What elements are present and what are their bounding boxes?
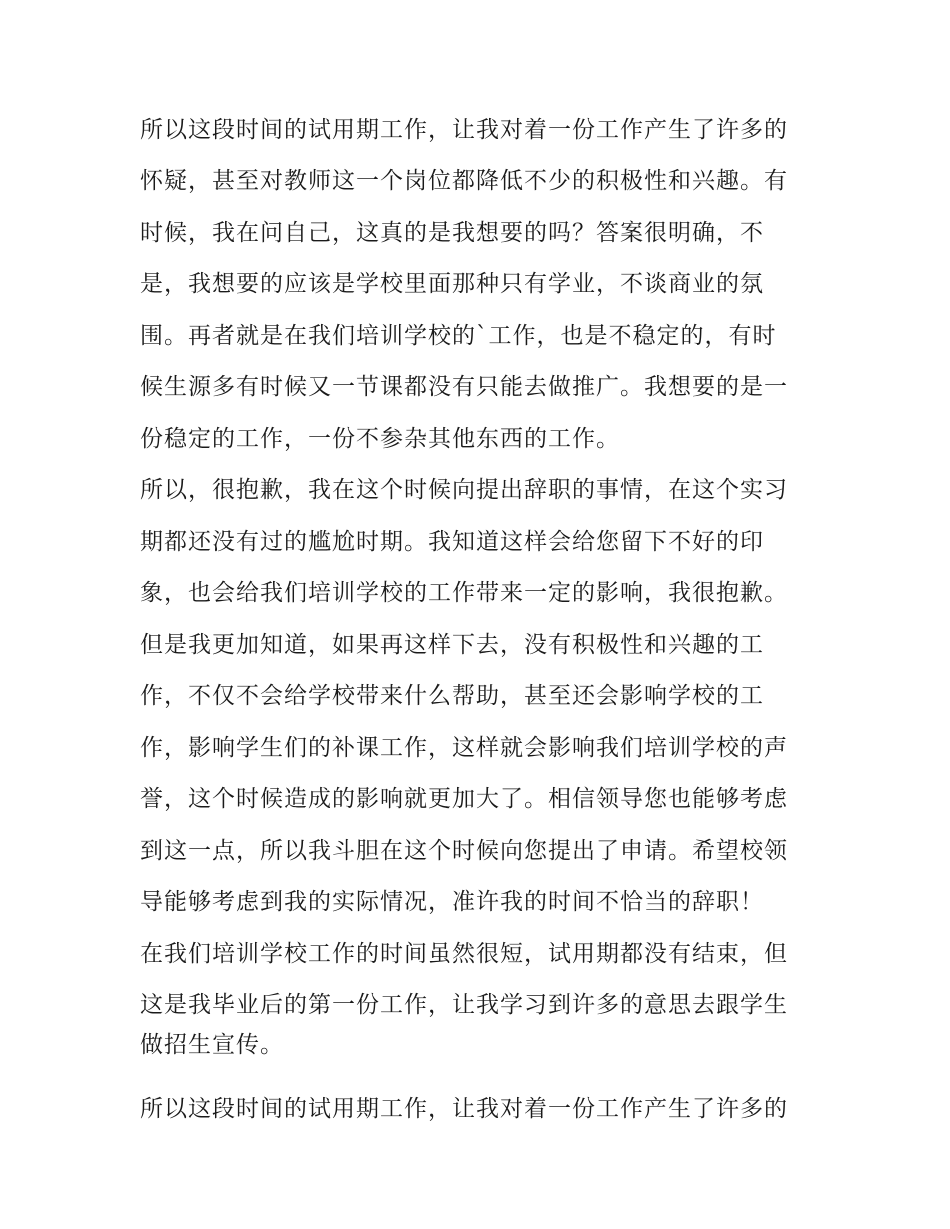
text-line: 作，影响学生们的补课工作，这样就会影响我们培训学校的声: [140, 735, 788, 761]
text-line: 所以这段时间的试用期工作，让我对着一份工作产生了许多的: [140, 1096, 788, 1122]
text-line: 是，我想要的应该是学校里面那种只有学业，不谈商业的氛: [140, 271, 764, 297]
text-line: 作，不仅不会给学校带来什么帮助，甚至还会影响学校的工: [140, 683, 764, 709]
text-line: 但是我更加知道，如果再这样下去，没有积极性和兴趣的工: [140, 632, 764, 658]
text-line: 做招生宣传。: [140, 1032, 284, 1058]
text-line: 誉，这个时候造成的影响就更加大了。相信领导您也能够考虑: [140, 786, 788, 812]
text-line: 份稳定的工作，一份不参杂其他东西的工作。: [140, 426, 620, 452]
text-line: 所以，很抱歉，我在这个时候向提出辞职的事情，在这个实习: [140, 477, 788, 503]
text-line: 到这一点，所以我斗胆在这个时候向您提出了申请。希望校领: [140, 838, 788, 864]
text-line: 这是我毕业后的第一份工作，让我学习到许多的意思去跟学生: [140, 992, 788, 1018]
text-line: 期都还没有过的尴尬时期。我知道这样会给您留下不好的印: [140, 529, 764, 555]
text-line: 围。再者就是在我们培训学校的`工作，也是不稳定的，有时: [140, 323, 777, 349]
text-line: 时候，我在问自己，这真的是我想要的吗？答案很明确，不: [140, 220, 764, 246]
text-line: 怀疑，甚至对教师这一个岗位都降低不少的积极性和兴趣。有: [140, 168, 788, 194]
text-line: 在我们培训学校工作的时间虽然很短，试用期都没有结束，但: [140, 941, 788, 967]
text-line: 所以这段时间的试用期工作，让我对着一份工作产生了许多的: [140, 117, 788, 143]
text-line: 导能够考虑到我的实际情况，准许我的时间不恰当的辞职！: [140, 889, 764, 915]
text-line: 象，也会给我们培训学校的工作带来一定的影响，我很抱歉。: [140, 580, 788, 606]
text-line: 候生源多有时候又一节课都没有只能去做推广。我想要的是一: [140, 374, 788, 400]
